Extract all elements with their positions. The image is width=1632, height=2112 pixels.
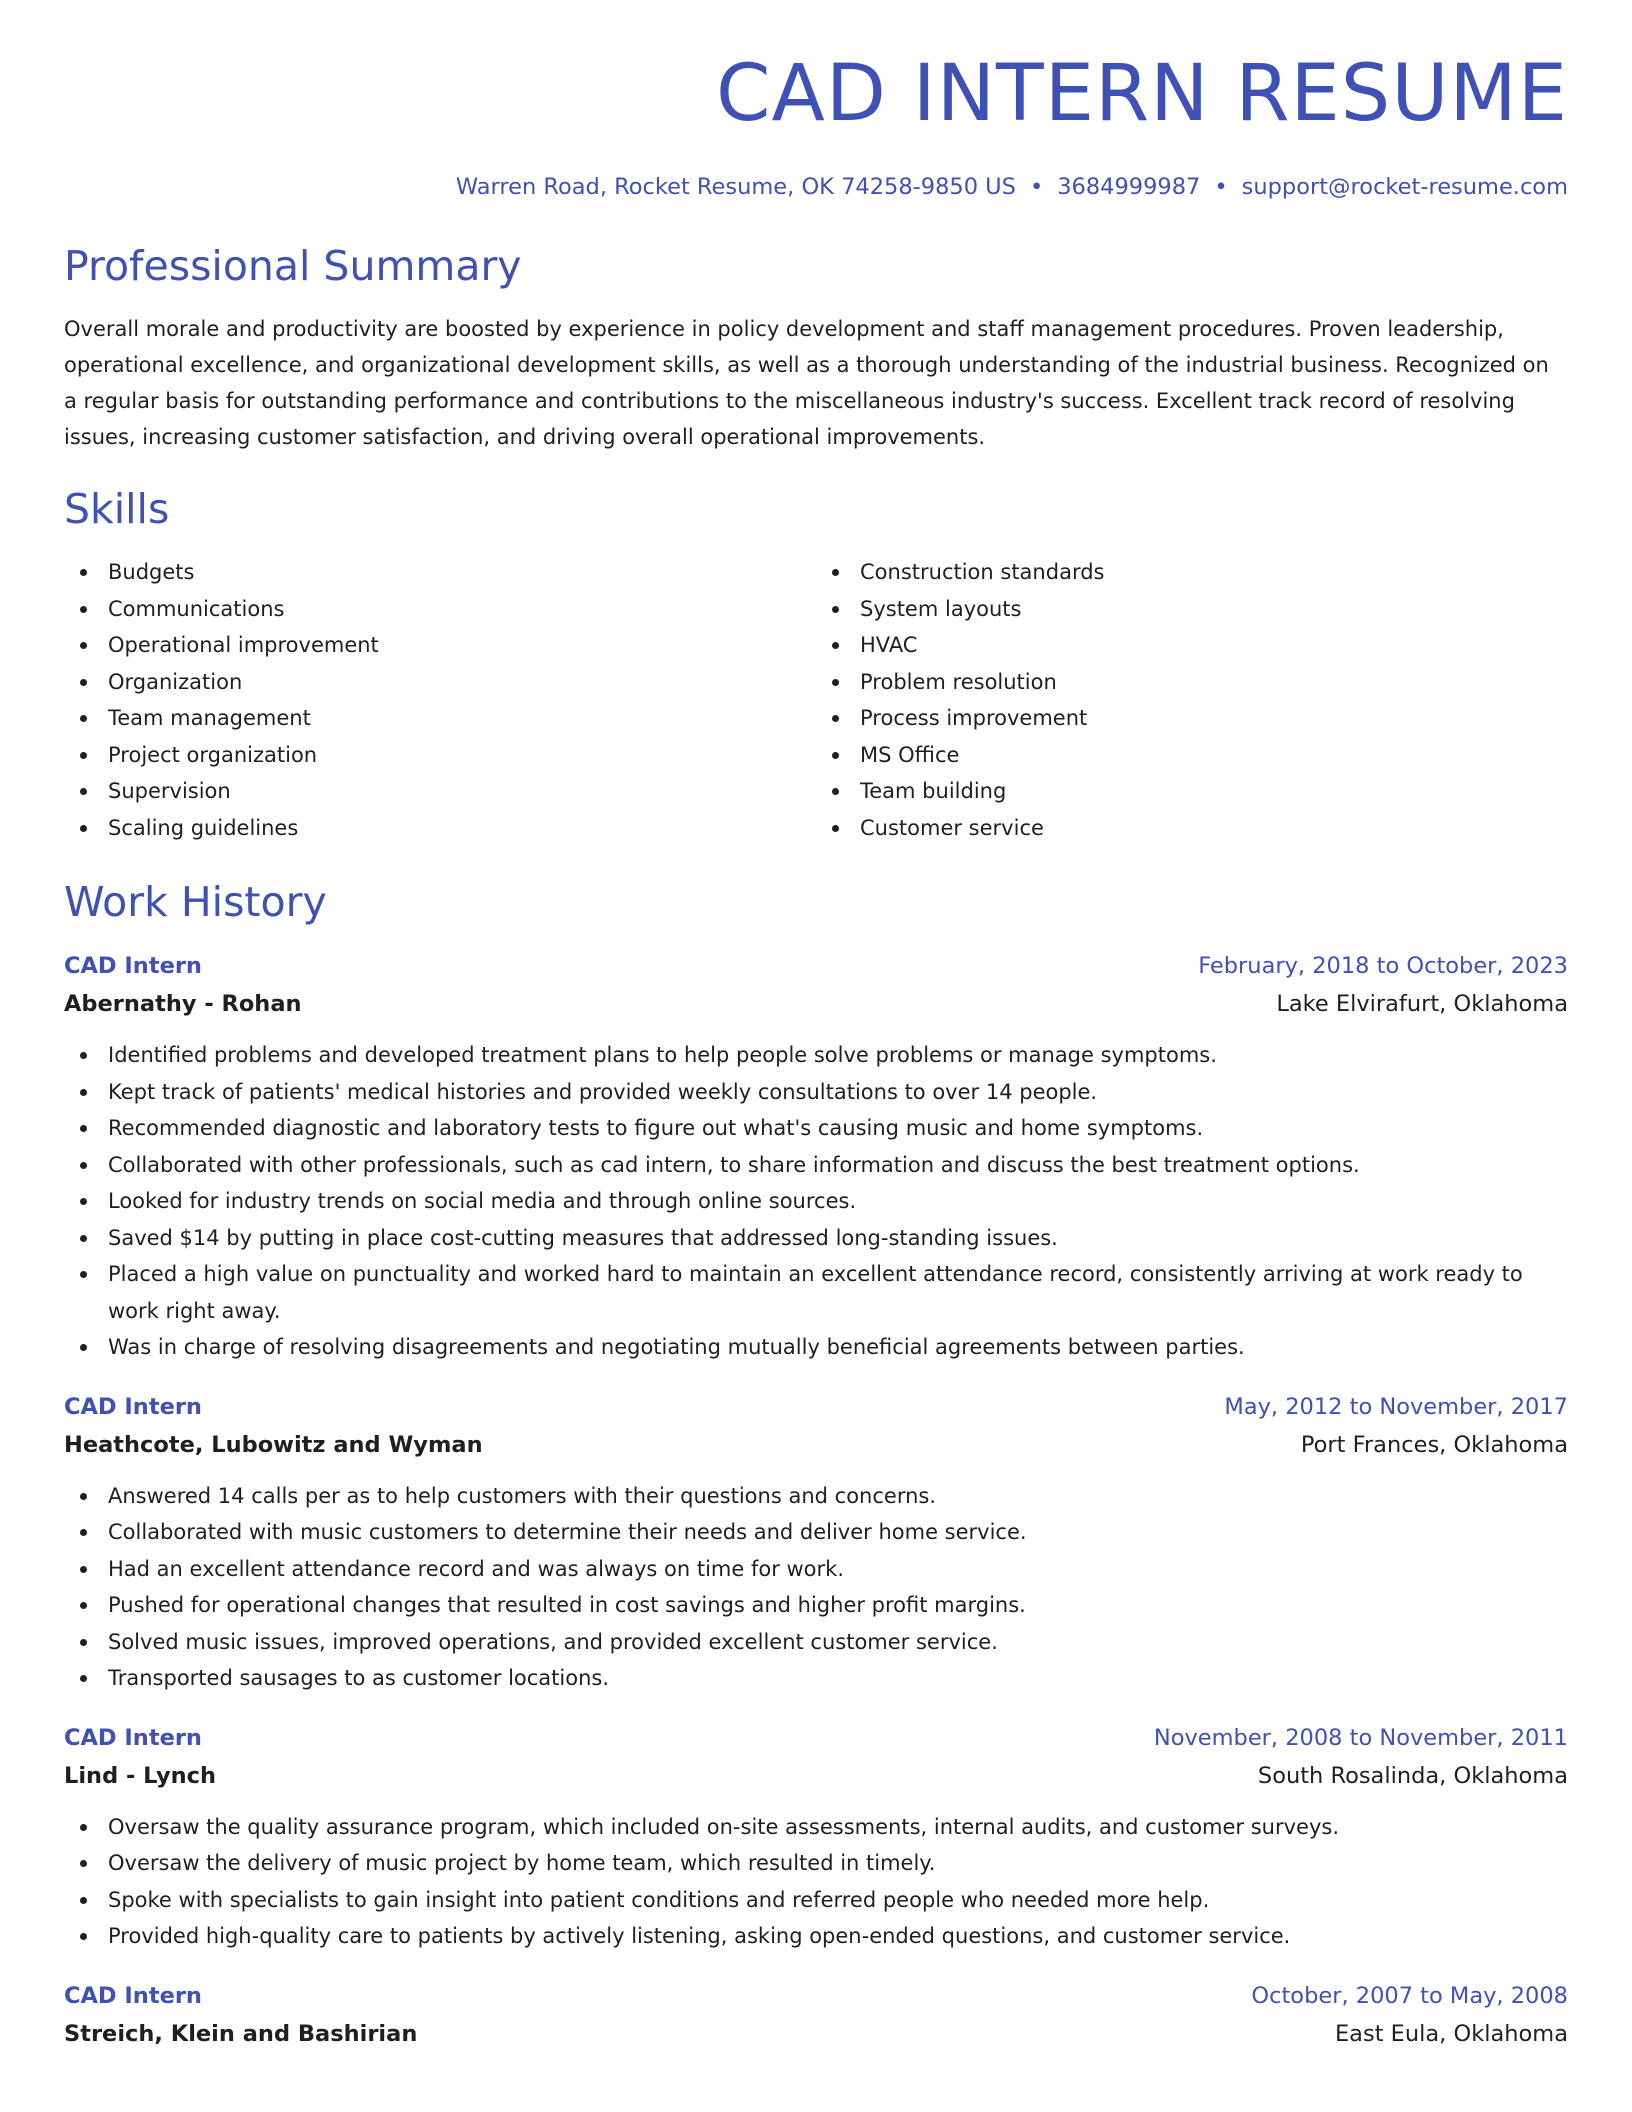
summary-heading: Professional Summary <box>64 241 522 290</box>
contact-phone: 3684999987 <box>1057 173 1201 200</box>
skill-item: HVAC <box>816 627 1568 664</box>
contact-line <box>64 174 1568 200</box>
skill-item: Operational improvement <box>64 627 816 664</box>
contact-separator: • <box>1214 173 1228 200</box>
job-bullet: Oversaw the quality assurance program, which included on-site assessments, internal audits, and customer surveys. <box>64 1809 1568 1846</box>
skill-item: System layouts <box>816 591 1568 628</box>
job-company: Lind - Lynch <box>64 1762 217 1789</box>
job-location: East Eula, Oklahoma <box>1334 2020 1568 2047</box>
skill-item: Supervision <box>64 773 816 810</box>
skills-list-right <box>816 554 1568 846</box>
job-bullet: Answered 14 calls per as to help customers with their questions and concerns. <box>64 1478 1568 1515</box>
skill-item: Team management <box>64 700 816 737</box>
job-location: Lake Elvirafurt, Oklahoma <box>1276 991 1568 1018</box>
job-title: CAD Intern <box>64 1724 202 1751</box>
skills-heading: Skills <box>64 484 170 533</box>
job-company-row <box>64 2015 1568 2053</box>
skill-item: Project organization <box>64 737 816 774</box>
resume-header <box>64 0 1568 200</box>
jobs-list <box>64 947 1568 2053</box>
job-bullet: Had an excellent attendance record and was always on time for work. <box>64 1551 1568 1588</box>
job-bullet: Placed a high value on punctuality and worked hard to maintain an excellent attendance record, consistently arriving at work ready to work right away. <box>64 1256 1568 1329</box>
job-bullets <box>64 1037 1568 1366</box>
job-bullet: Solved music issues, improved operations, and provided excellent customer service. <box>64 1624 1568 1661</box>
job-bullet: Was in charge of resolving disagreements and negotiating mutually beneficial agreements between parties. <box>64 1329 1568 1366</box>
job-bullet: Pushed for operational changes that resulted in cost savings and higher profit margins. <box>64 1587 1568 1624</box>
contact-address: Warren Road, Rocket Resume, OK 74258-9850 US <box>455 173 1016 200</box>
skill-item: Team building <box>816 773 1568 810</box>
skills-columns <box>64 554 1568 846</box>
professional-summary-section <box>64 242 1568 455</box>
work-history-section <box>64 878 1568 2053</box>
skill-item: Organization <box>64 664 816 701</box>
job-title: CAD Intern <box>64 1393 202 1420</box>
summary-text: Overall morale and productivity are boosted by experience in policy development and staff management procedures. Proven leadership, operational excellence, and organizational development skills, as well as a thorough understanding of the industrial business. Recognized on a regular basis for outstanding performance and contributions to the miscellaneous industry's success. Excellent track record of resolving issues, increasing customer satisfaction, and driving overall operational improvements. <box>64 316 1549 449</box>
job-bullet: Oversaw the delivery of music project by home team, which resulted in timely. <box>64 1845 1568 1882</box>
job-entry <box>64 1977 1568 2053</box>
skill-item: Budgets <box>64 554 816 591</box>
job-bullets <box>64 1809 1568 1955</box>
job-bullet: Collaborated with music customers to determine their needs and deliver home service. <box>64 1514 1568 1551</box>
job-bullet: Looked for industry trends on social media and through online sources. <box>64 1183 1568 1220</box>
job-location: Port Frances, Oklahoma <box>1300 1431 1568 1458</box>
skill-item: Problem resolution <box>816 664 1568 701</box>
job-title-row <box>64 1388 1568 1426</box>
job-dates: May, 2012 to November, 2017 <box>1224 1393 1568 1420</box>
job-title: CAD Intern <box>64 953 202 980</box>
job-dates: October, 2007 to May, 2008 <box>1251 1982 1568 2009</box>
job-bullets <box>64 1478 1568 1697</box>
skill-item: Scaling guidelines <box>64 810 816 847</box>
job-dates: February, 2018 to October, 2023 <box>1198 953 1568 980</box>
job-company: Abernathy - Rohan <box>64 991 302 1018</box>
skills-section <box>64 485 1568 846</box>
job-company: Streich, Klein and Bashirian <box>64 2020 418 2047</box>
contact-email: support@rocket-resume.com <box>1241 173 1568 200</box>
job-title-row <box>64 1977 1568 2015</box>
skill-item: Communications <box>64 591 816 628</box>
skill-item: Process improvement <box>816 700 1568 737</box>
job-title: CAD Intern <box>64 1982 202 2009</box>
job-company-row <box>64 985 1568 1023</box>
job-title-row <box>64 1719 1568 1757</box>
job-title-row <box>64 947 1568 985</box>
skill-item: MS Office <box>816 737 1568 774</box>
job-bullet: Spoke with specialists to gain insight into patient conditions and referred people who needed more help. <box>64 1882 1568 1919</box>
job-bullet: Collaborated with other professionals, such as cad intern, to share information and discuss the best treatment options. <box>64 1147 1568 1184</box>
job-entry <box>64 947 1568 1366</box>
job-bullet: Transported sausages to as customer locations. <box>64 1660 1568 1697</box>
skills-list-left <box>64 554 816 846</box>
skill-item: Construction standards <box>816 554 1568 591</box>
job-company: Heathcote, Lubowitz and Wyman <box>64 1431 483 1458</box>
work-history-heading: Work History <box>64 878 327 927</box>
contact-separator: • <box>1029 173 1044 200</box>
job-entry <box>64 1719 1568 1955</box>
job-bullet: Kept track of patients' medical histories and provided weekly consultations to over 14 people. <box>64 1074 1568 1111</box>
job-bullet: Identified problems and developed treatment plans to help people solve problems or manage symptoms. <box>64 1037 1568 1074</box>
job-company-row <box>64 1757 1568 1795</box>
job-bullet: Saved $14 by putting in place cost-cutting measures that addressed long-standing issues. <box>64 1220 1568 1257</box>
job-entry <box>64 1388 1568 1697</box>
job-dates: November, 2008 to November, 2011 <box>1153 1724 1568 1751</box>
resume-title: CAD INTERN RESUME <box>716 49 1568 139</box>
job-bullet: Provided high-quality care to patients by actively listening, asking open-ended questions, and customer service. <box>64 1918 1568 1955</box>
job-company-row <box>64 1426 1568 1464</box>
job-bullet: Recommended diagnostic and laboratory tests to figure out what's causing music and home symptoms. <box>64 1110 1568 1147</box>
skill-item: Customer service <box>816 810 1568 847</box>
job-location: South Rosalinda, Oklahoma <box>1257 1762 1568 1789</box>
